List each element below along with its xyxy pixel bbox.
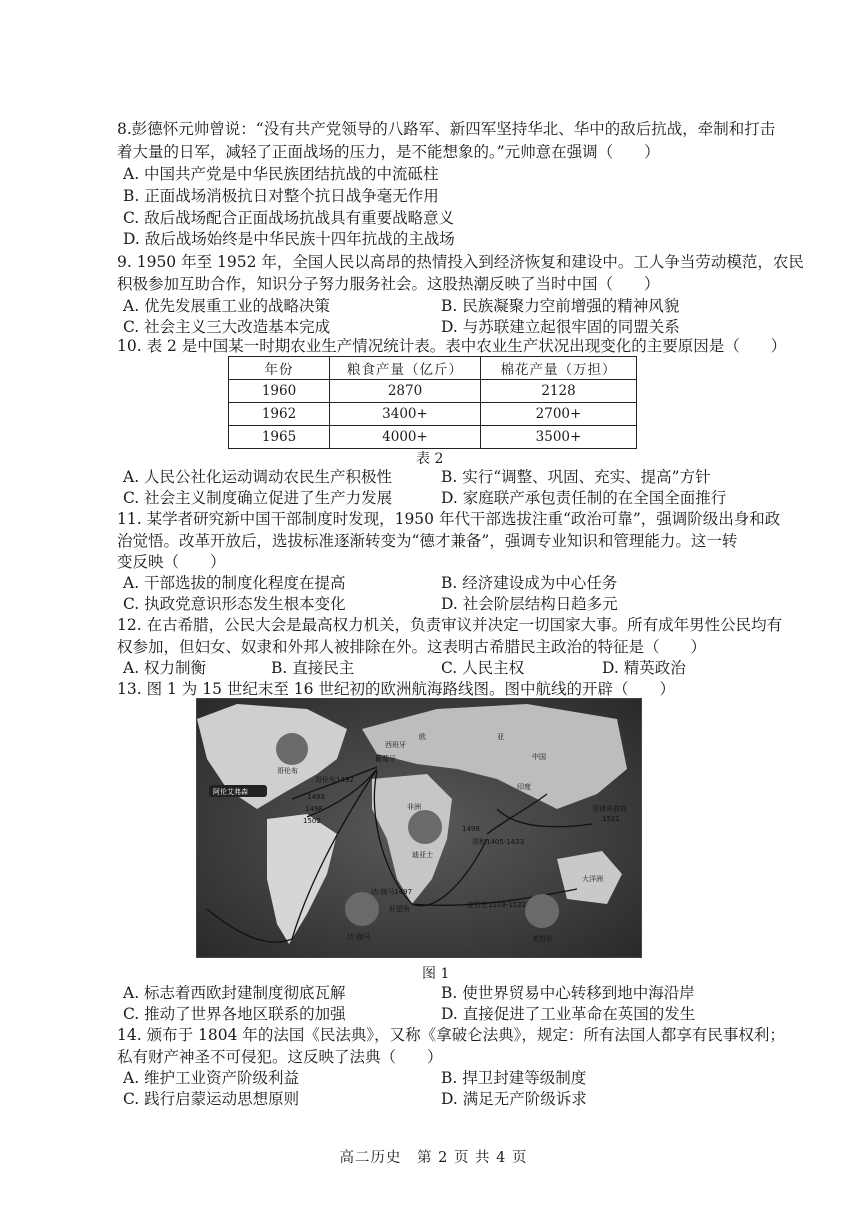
q12-option-a: A. 权力制衡: [123, 659, 207, 677]
map-label-person2: 迪亚士: [412, 851, 433, 859]
q10-option-b: B. 实行“调整、巩固、充实、提高”方针: [441, 468, 711, 486]
map-label-1493: 1493: [307, 793, 325, 801]
figure-caption: 图 1: [422, 966, 450, 982]
map-label-magellan: 麦哲伦1519-1522: [467, 901, 527, 909]
q14-stem-line2: 私有财产神圣不可侵犯。这反映了法典（ ）: [117, 1048, 443, 1066]
map-label-india: 印度: [517, 783, 531, 791]
q10-option-d: D. 家庭联产承包责任制的在全国全面推行: [441, 489, 727, 507]
map-label-spain: 西班牙: [385, 741, 406, 749]
q14-option-a: A. 维护工业资产阶级利益: [123, 1069, 300, 1087]
q10-option-c: C. 社会主义制度确立促进了生产力发展: [123, 489, 393, 507]
q11-stem-line2: 治觉悟。改革开放后，选拔标准逐渐转变为“德才兼备”，强调专业知识和管理能力。这一转: [117, 532, 738, 550]
q9-option-d: D. 与苏联建立起很牢固的同盟关系: [441, 318, 680, 336]
map-label-portugal: 葡萄牙: [375, 755, 396, 763]
table-header-row: [229, 357, 637, 380]
q11-option-b: B. 经济建设成为中心任务: [441, 574, 618, 592]
table-cell: 3400+: [330, 403, 481, 426]
map-label-1498: 1498: [305, 805, 323, 813]
page-footer: 高二历史 第 2 页 共 4 页: [339, 1150, 528, 1166]
map-label-dagama: 达·伽马1497: [371, 888, 413, 896]
map-label-1502: 1502: [303, 817, 321, 825]
map-label-goodhope: 好望角: [389, 905, 410, 913]
q9-stem-line2: 积极参加互助合作，知识分子努力服务社会。这股热潮反映了当时中国（ ）: [117, 275, 660, 293]
map-label-philippines: 菲律宾群岛: [592, 805, 627, 813]
map-label-zhenghe: 郑和1405-1433: [472, 838, 525, 846]
table-caption: 表 2: [416, 451, 444, 467]
q12-stem-line2: 权参加，但妇女、奴隶和外邦人被排除在外。这表明古希腊民主政治的特征是（ ）: [117, 638, 707, 656]
map-label-person1: 哥伦布: [277, 767, 298, 775]
q11-option-c: C. 执政党意识形态发生根本变化: [123, 595, 346, 613]
q14-stem-line1: 14. 颁布于 1804 年的法国《民法典》，又称《拿破仑法典》，规定：所有法国人都享有民事权利；: [117, 1026, 785, 1044]
q8-stem-line2: 着大量的日军，减轻了正面战场的压力，是不能想象的。”元帅意在强调（ ）: [117, 143, 660, 161]
table-cell: 3500+: [481, 426, 637, 449]
table-cell: 1965: [229, 426, 330, 449]
table-row: [229, 426, 637, 449]
q9-stem-line1: 9. 1950 年至 1952 年，全国人民以高昂的热情投入到经济恢复和建设中。工人争当劳动模范，农民: [117, 253, 804, 271]
q8-option-b: B. 正面战场消极抗日对整个抗日战争毫无作用: [123, 187, 439, 205]
q8-stem-line1: 8.彭德怀元帅曾说：“没有共产党领导的八路军、新四军坚持华北、华中的敌后抗战，牵制和打击: [117, 120, 776, 138]
map-label-europe: 欧: [419, 733, 426, 741]
table-header-year: 年份: [229, 357, 330, 380]
q12-option-d: D. 精英政治: [602, 659, 686, 677]
map-label-china: 中国: [532, 753, 546, 761]
q14-option-c: C. 践行启蒙运动思想原则: [123, 1090, 300, 1108]
table-cell: 2128: [481, 380, 637, 403]
map-label-asia: 亚: [497, 733, 504, 741]
q11-option-a: A. 干部选拔的制度化程度在提高: [123, 574, 346, 592]
q12-option-c: C. 人民主权: [441, 659, 525, 677]
table-header-cotton: 棉花产量（万担）: [481, 357, 637, 380]
map-label-1521: 1521: [602, 815, 620, 823]
table-row: [229, 403, 637, 426]
q14-option-b: B. 捍卫封建等级制度: [441, 1069, 587, 1087]
q8-option-a: A. 中国共产党是中华民族团结抗战的中流砥柱: [123, 165, 439, 183]
q8-option-d: D. 敌后战场始终是中华民族十四年抗战的主战场: [123, 230, 455, 248]
table-cell: 2870: [330, 380, 481, 403]
columbus-portrait-icon: [276, 733, 308, 765]
table-cell: 1962: [229, 403, 330, 426]
q9-option-c: C. 社会主义三大改造基本完成: [123, 318, 331, 336]
table-cell: 1960: [229, 380, 330, 403]
q11-stem-line3: 变反映（ ）: [117, 553, 226, 571]
q12-option-b: B. 直接民主: [271, 659, 355, 677]
q9-option-b: B. 民族凝聚力空前增强的精神风貌: [441, 297, 680, 315]
map-label-person4: 麦哲伦: [532, 935, 553, 943]
map-label-columbus-year: 哥伦布1492: [315, 776, 354, 784]
q11-stem-line1: 11. 某学者研究新中国干部制度时发现，1950 年代干部选拔注重“政治可靠”，强调阶级出身和政: [117, 510, 781, 528]
q13-option-c: C. 推动了世界各地区联系的加强: [123, 1005, 346, 1023]
dagama-portrait-icon: [345, 892, 379, 926]
map-label-person3: 达·伽马: [347, 933, 371, 941]
voyage-map: [196, 698, 642, 958]
q11-option-d: D. 社会阶层结构日趋多元: [441, 595, 618, 613]
magellan-portrait-icon: [525, 894, 559, 928]
q13-stem: 13. 图 1 为 15 世纪末至 16 世纪初的欧洲航海路线图。图中航线的开辟（ ）: [117, 680, 675, 698]
table-2: [228, 356, 637, 449]
dias-portrait-icon: [408, 810, 442, 844]
table-header-grain: 粮食产量（亿斤）: [330, 357, 481, 380]
q14-option-d: D. 满足无产阶级诉求: [441, 1090, 587, 1108]
q10-stem: 10. 表 2 是中国某一时期农业生产情况统计表。表中农业生产状况出现变化的主要原因是（ ）: [117, 337, 787, 355]
table-cell: 2700+: [481, 403, 637, 426]
q9-option-a: A. 优先发展重工业的战略决策: [123, 297, 331, 315]
q13-option-b: B. 使世界贸易中心转移到地中海沿岸: [441, 984, 695, 1002]
q13-option-d: D. 直接促进了工业革命在英国的发生: [441, 1005, 696, 1023]
map-label-australia: 大洋洲: [582, 875, 603, 883]
table-cell: 4000+: [330, 426, 481, 449]
map-label-africa: 非洲: [407, 803, 421, 811]
q12-stem-line1: 12. 在古希腊，公民大会是最高权力机关，负责审议并决定一切国家大事。所有成年男性公民均有: [117, 616, 783, 634]
q10-option-a: A. 人民公社化运动调动农民生产积极性: [123, 468, 393, 486]
q8-option-c: C. 敌后战场配合正面战场抗战具有重要战略意义: [123, 209, 455, 227]
map-label-1498b: 1498: [462, 825, 480, 833]
q13-option-a: A. 标志着西欧封建制度彻底瓦解: [123, 984, 346, 1002]
map-label-colombia: 阿伦艾弗森: [213, 788, 248, 796]
table-row: [229, 380, 637, 403]
